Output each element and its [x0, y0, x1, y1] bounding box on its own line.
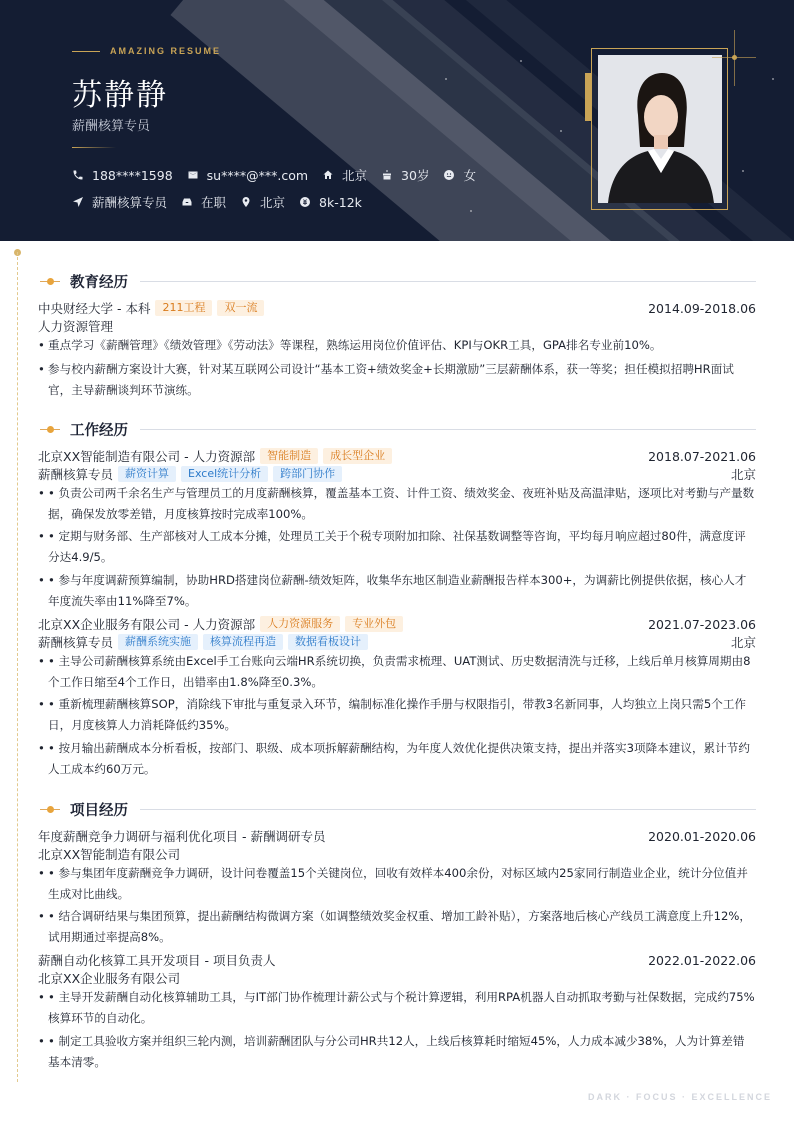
intent-status: [181, 193, 226, 211]
school-name: 中央财经大学 - 本科: [38, 301, 151, 316]
list-item: • • 参与年度调薪预算编制，协助HRD搭建岗位薪酬-绩效矩阵，收集华东地区制造业薪酬报告样本300+，为调薪比例提供依据，核心人才年度流失率由11%降至7%。: [38, 573, 747, 608]
list-item: • • 参与集团年度薪酬竞争力调研，设计问卷覆盖15个关键岗位，回收有效样本400余份，对标区域内25家同行制造业企业，统计分位值并生成对比曲线。: [38, 866, 748, 901]
list-item: • 参与校内薪酬方案设计大赛，针对某互联网公司设计“基本工资+绩效奖金+长期激励”三层薪酬体系，获一等奖；担任模拟招聘HR面试官，主导薪酬谈判环节演练。: [38, 362, 734, 397]
section-marker-icon: [40, 276, 60, 288]
intent-position: [72, 193, 167, 211]
job-location: 北京: [730, 467, 756, 482]
project-date: 2020.01-2020.06: [648, 828, 756, 844]
list-item: • • 重新梳理薪酬核算SOP，消除线下审批与重复录入环节，编制标准化操作手册与权限指引，带教3名新同事，人均独立上岗只需5个工作日，月度核算人力消耗降低约35%。: [38, 697, 747, 732]
job-location: 北京: [730, 635, 756, 650]
intent-row: [72, 193, 362, 211]
section-education-title: [40, 271, 756, 292]
skill-tag: 跨部门协作: [273, 466, 342, 482]
job-position: 薪酬核算专员: [38, 635, 114, 650]
company-name: 北京XX企业服务有限公司 - 人力资源部: [38, 617, 256, 632]
contact-phone-text: 188****1598: [92, 167, 173, 183]
list-item: • 重点学习《薪酬管理》《绩效管理》《劳动法》等课程，熟练运用岗位价值评估、KPI与OKR工具，GPA排名专业前10%。: [38, 338, 662, 352]
candidate-role: 薪酬核算专员: [72, 119, 151, 134]
company-tag: 专业外包: [345, 616, 403, 632]
mail-icon: [187, 169, 199, 181]
star-dot: [520, 60, 522, 62]
footer-slogan: DARK · FOCUS · EXCELLENCE: [587, 1092, 772, 1102]
list-item: • • 主导开发薪酬自动化核算辅助工具，与IT部门协作梳理计薪公式与个税计算逻辑，利用RPA机器人自动抓取考勤与社保数据，完成约75%核算环节的自动化。: [38, 990, 755, 1025]
project-date: 2022.01-2022.06: [648, 952, 756, 968]
intent-city-text: 北京: [260, 195, 286, 210]
star-dot: [445, 78, 447, 80]
skill-tag: 薪资计算: [118, 466, 176, 482]
skill-tag: 薪酬系统实施: [118, 634, 198, 650]
list-item: • • 制定工具验收方案并组织三轮内测，培训薪酬团队与分公司HR共12人，上线后核算耗时缩短45%，人力成本减少38%，人为计算差错基本清零。: [38, 1034, 745, 1069]
contact-age: [381, 166, 429, 184]
education-major-row: [38, 317, 756, 335]
smile-icon: [443, 169, 455, 181]
job-position-row: [38, 465, 756, 483]
major: 人力资源管理: [38, 319, 114, 334]
project-org-row: [38, 969, 756, 987]
intent-status-text: 在职: [201, 195, 227, 210]
company-tag: 成长型企业: [323, 448, 392, 464]
timeline-line: [17, 252, 18, 1082]
section-heading: 教育经历: [70, 275, 128, 291]
skill-tag: 核算流程再造: [203, 634, 283, 650]
education-row: [38, 299, 756, 317]
divider: [72, 147, 116, 148]
section-heading: 项目经历: [70, 803, 128, 819]
intent-salary-text: 8k-12k: [319, 194, 362, 210]
contact-email: [187, 168, 308, 183]
resume-header: [0, 0, 794, 241]
skill-tag: Excel统计分析: [181, 466, 268, 482]
project-name: 年度薪酬竞争力调研与福利优化项目 - 薪酬调研专员: [38, 829, 326, 844]
company-name: 北京XX智能制造有限公司 - 人力资源部: [38, 449, 256, 464]
contact-row: [72, 166, 476, 184]
skill-tag: 数据看板设计: [288, 634, 368, 650]
contact-city-text: 北京: [342, 168, 368, 183]
list-item: • • 主导公司薪酬核算系统由Excel手工台账向云端HR系统切换，负责需求梳理、UAT测试、历史数据清洗与迁移，上线后单月核算周期由8个工作日缩至4个工作日，出错率由1.8%降至0.3%。: [38, 654, 751, 689]
project-row: [38, 827, 756, 845]
job-date: 2021.07-2023.06: [648, 616, 756, 632]
project-org: 北京XX智能制造有限公司: [38, 847, 181, 862]
star-dot: [772, 78, 774, 80]
contact-city: [322, 166, 367, 184]
pin-icon: [240, 196, 252, 208]
project-row: [38, 951, 756, 969]
cake-icon: [381, 169, 393, 181]
school-tag: 双一流: [217, 300, 264, 316]
intent-city: [240, 193, 285, 211]
decor-cross-dot: [732, 55, 737, 60]
job-company-row: [38, 615, 756, 633]
school-tag: 211工程: [155, 300, 212, 316]
list-item: • • 负责公司两千余名生产与管理员工的月度薪酬核算，覆盖基本工资、计件工资、绩效奖金、夜班补贴及高温津贴，逐项比对考勤与产量数据，确保发放零差错，月度核算按时完成率100%。: [38, 486, 755, 521]
company-tag: 人力资源服务: [260, 616, 340, 632]
section-work-title: [40, 419, 756, 440]
job-position-row: [38, 633, 756, 651]
education-date: 2014.09-2018.06: [648, 300, 756, 316]
contact-email-text: su****@***.com: [206, 167, 309, 183]
star-dot: [560, 130, 562, 132]
contact-gender-text: 女: [463, 168, 476, 183]
contact-age-text: 30岁: [401, 168, 430, 183]
company-tag: 智能制造: [260, 448, 318, 464]
section-marker-icon: [40, 804, 60, 816]
section-heading: 工作经历: [70, 423, 128, 439]
job-date: 2018.07-2021.06: [648, 448, 756, 464]
home-icon: [322, 169, 334, 181]
contact-phone: [72, 168, 173, 183]
job-position: 薪酬核算专员: [38, 467, 114, 482]
job-company-row: [38, 447, 756, 465]
tagline-text: AMAZING RESUME: [110, 46, 221, 56]
list-item: • • 定期与财务部、生产部核对人工成本分摊，处理员工关于个税专项附加扣除、社保基数调整等咨询，平均每月响应超过80件，满意度评分达4.9/5。: [38, 529, 746, 564]
project-org-row: [38, 845, 756, 863]
list-item: • • 结合调研结果与集团预算，提出薪酬结构微调方案（如调整绩效奖金权重、增加工龄补贴），方案落地后核心产线员工满意度上升12%，试用期通过率提高8%。: [38, 909, 751, 944]
phone-icon: [72, 169, 84, 181]
avatar: [598, 55, 722, 203]
intent-position-text: 薪酬核算专员: [92, 195, 168, 210]
send-icon: [72, 196, 84, 208]
project-org: 北京XX企业服务有限公司: [38, 971, 181, 986]
star-dot: [470, 210, 472, 212]
section-projects-title: [40, 799, 756, 820]
list-item: • • 按月输出薪酬成本分析看板，按部门、职级、成本项拆解薪酬结构，为年度人效优化提供决策支持，提出并落实3项降本建议，累计节约人工成本约60万元。: [38, 741, 750, 776]
inbox-icon: [181, 196, 193, 208]
star-dot: [742, 170, 744, 172]
section-marker-icon: [40, 424, 60, 436]
candidate-name: 苏静静: [72, 78, 168, 113]
tagline: [72, 46, 221, 56]
coin-icon: [299, 196, 311, 208]
contact-gender: [443, 166, 476, 184]
project-name: 薪酬自动化核算工具开发项目 - 项目负责人: [38, 953, 276, 968]
intent-salary: [299, 195, 362, 210]
